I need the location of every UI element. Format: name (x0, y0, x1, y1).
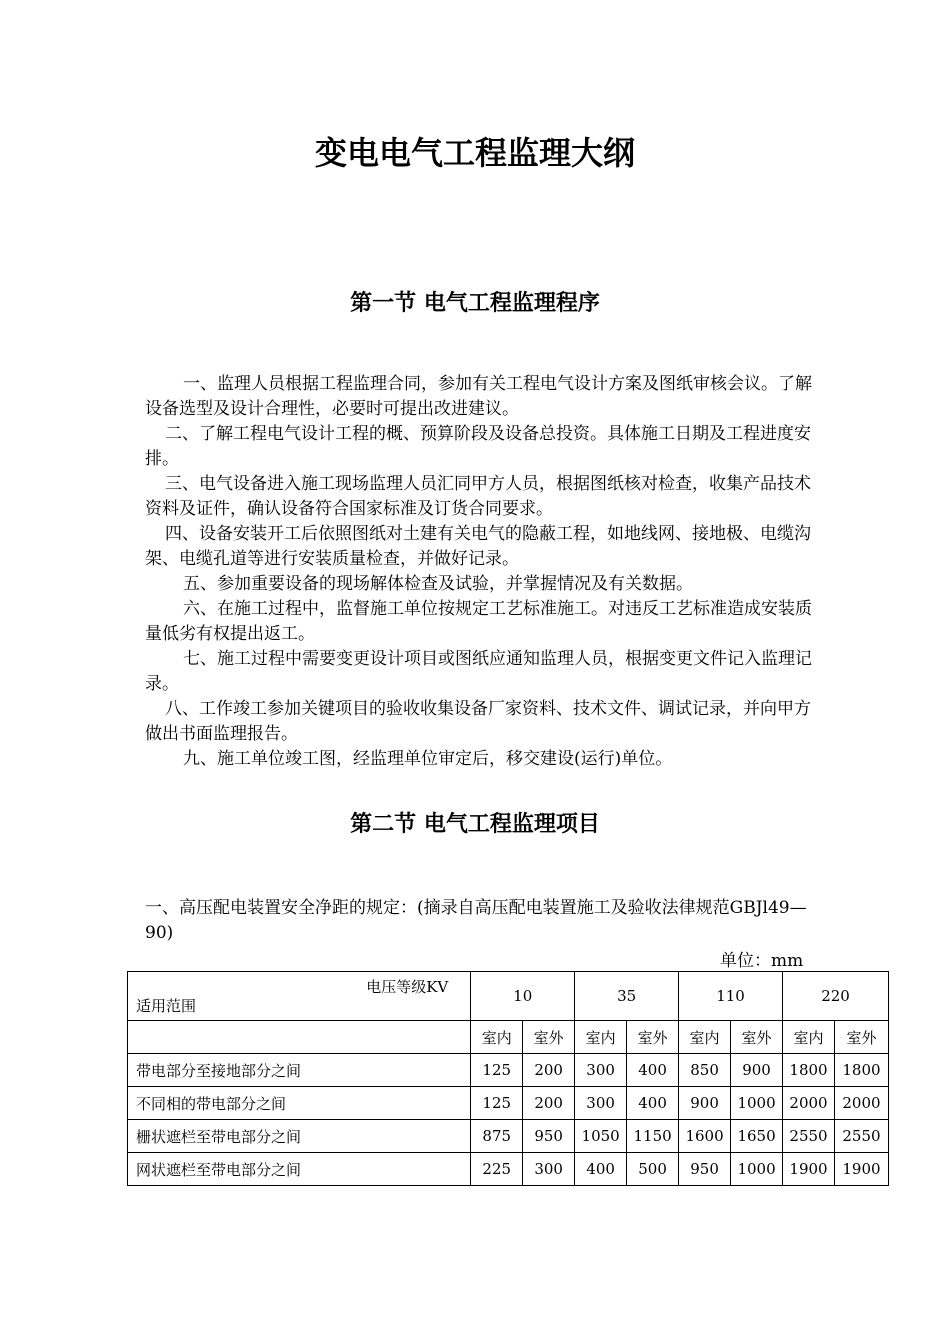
table-cell: 1800 (783, 1054, 835, 1087)
table-cell: 400 (627, 1054, 679, 1087)
table-cell: 200 (523, 1054, 575, 1087)
voltage-header: 220 (783, 972, 889, 1021)
row-label: 网状遮栏至带电部分之间 (128, 1153, 471, 1186)
paragraph: 六、在施工过程中，监督施工单位按规定工艺标准施工。对违反工艺标准造成安装质量低劣有权提出返工。 (145, 599, 812, 644)
voltage-header: 35 (575, 972, 679, 1021)
table-row (128, 1120, 889, 1153)
unit-label: 单位：mm (720, 951, 804, 971)
table-cell: 2000 (834, 1087, 888, 1120)
table-corner-cell (128, 972, 471, 1021)
document-title: 变电电气工程监理大纲 (314, 134, 635, 172)
table-cell: 125 (471, 1087, 523, 1120)
table-cell: 900 (731, 1054, 783, 1087)
row-label: 带电部分至接地部分之间 (128, 1054, 471, 1087)
table-cell: 850 (679, 1054, 731, 1087)
paragraph: 三、电气设备进入施工现场监理人员汇同甲方人员，根据图纸核对检查，收集产品技术资料及证件，确认设备符合国家标准及订货合同要求。 (145, 474, 811, 519)
intro-paragraph: 一、高压配电装置安全净距的规定：(摘录自高压配电装置施工及验收法律规范GBJl49—90) (145, 898, 807, 943)
table-cell: 1650 (731, 1120, 783, 1153)
table-subheader-row (128, 1021, 889, 1054)
clearance-table (127, 971, 889, 1186)
paragraph: 九、施工单位竣工图，经监理单位审定后，移交建设(运行)单位。 (183, 749, 673, 769)
table-cell: 400 (627, 1087, 679, 1120)
section2-heading: 第二节 电气工程监理项目 (350, 811, 600, 837)
subheader-cell: 室外 (627, 1021, 679, 1054)
section1-body (145, 372, 815, 772)
voltage-header: 10 (471, 972, 575, 1021)
table-cell: 875 (471, 1120, 523, 1153)
subheader-cell: 室外 (523, 1021, 575, 1054)
subheader-cell: 室内 (575, 1021, 627, 1054)
paragraph: 四、设备安装开工后依照图纸对土建有关电气的隐蔽工程，如地线网、接地极、电缆沟架、电缆孔道等进行安装质量检查，并做好记录。 (145, 524, 811, 569)
subheader-cell: 室内 (783, 1021, 835, 1054)
subheader-cell: 室内 (679, 1021, 731, 1054)
table-cell: 1150 (627, 1120, 679, 1153)
paragraph: 五、参加重要设备的现场解体检查及试验，并掌握情况及有关数据。 (183, 574, 693, 594)
table-cell: 1900 (783, 1153, 835, 1186)
row-label: 不同相的带电部分之间 (128, 1087, 471, 1120)
table-cell: 900 (679, 1087, 731, 1120)
table-cell: 400 (575, 1153, 627, 1186)
table-cell: 2550 (783, 1120, 835, 1153)
subheader-cell: 室内 (471, 1021, 523, 1054)
table-cell: 200 (523, 1087, 575, 1120)
section1-heading: 第一节 电气工程监理程序 (350, 290, 600, 316)
table-row (128, 1054, 889, 1087)
table-cell: 2000 (783, 1087, 835, 1120)
table-cell: 950 (523, 1120, 575, 1153)
table-cell: 950 (679, 1153, 731, 1186)
table-cell: 300 (575, 1054, 627, 1087)
table-cell: 1900 (834, 1153, 888, 1186)
voltage-header: 110 (679, 972, 783, 1021)
row-label: 栅状遮栏至带电部分之间 (128, 1120, 471, 1153)
table-cell: 1000 (731, 1087, 783, 1120)
paragraph: 二、了解工程电气设计工程的概、预算阶段及设备总投资。具体施工日期及工程进度安排。 (145, 424, 811, 469)
section2-intro (145, 896, 815, 946)
table-header-row (128, 972, 889, 1021)
paragraph: 一、监理人员根据工程监理合同，参加有关工程电气设计方案及图纸审核会议。了解设备选型及设计合理性，必要时可提出改进建议。 (145, 374, 812, 419)
table-cell: 1000 (731, 1153, 783, 1186)
paragraph: 七、施工过程中需要变更设计项目或图纸应通知监理人员，根据变更文件记入监理记录。 (145, 649, 812, 694)
table-cell: 300 (523, 1153, 575, 1186)
table-cell: 1800 (834, 1054, 888, 1087)
table-cell: 1050 (575, 1120, 627, 1153)
table-cell: 500 (627, 1153, 679, 1186)
paragraph: 八、工作竣工参加关键项目的验收收集设备厂家资料、技术文件、调试记录，并向甲方做出书面监理报告。 (145, 699, 811, 744)
table-cell: 225 (471, 1153, 523, 1186)
scope-label: 适用范围 (136, 997, 197, 1015)
table-cell: 300 (575, 1087, 627, 1120)
subheader-cell: 室外 (731, 1021, 783, 1054)
table-cell: 125 (471, 1054, 523, 1087)
table-row (128, 1087, 889, 1120)
table-cell: 2550 (834, 1120, 888, 1153)
table-row (128, 1153, 889, 1186)
voltage-level-label: 电压等级KV (366, 978, 449, 996)
empty-cell (128, 1021, 471, 1054)
table-cell: 1600 (679, 1120, 731, 1153)
subheader-cell: 室外 (834, 1021, 888, 1054)
